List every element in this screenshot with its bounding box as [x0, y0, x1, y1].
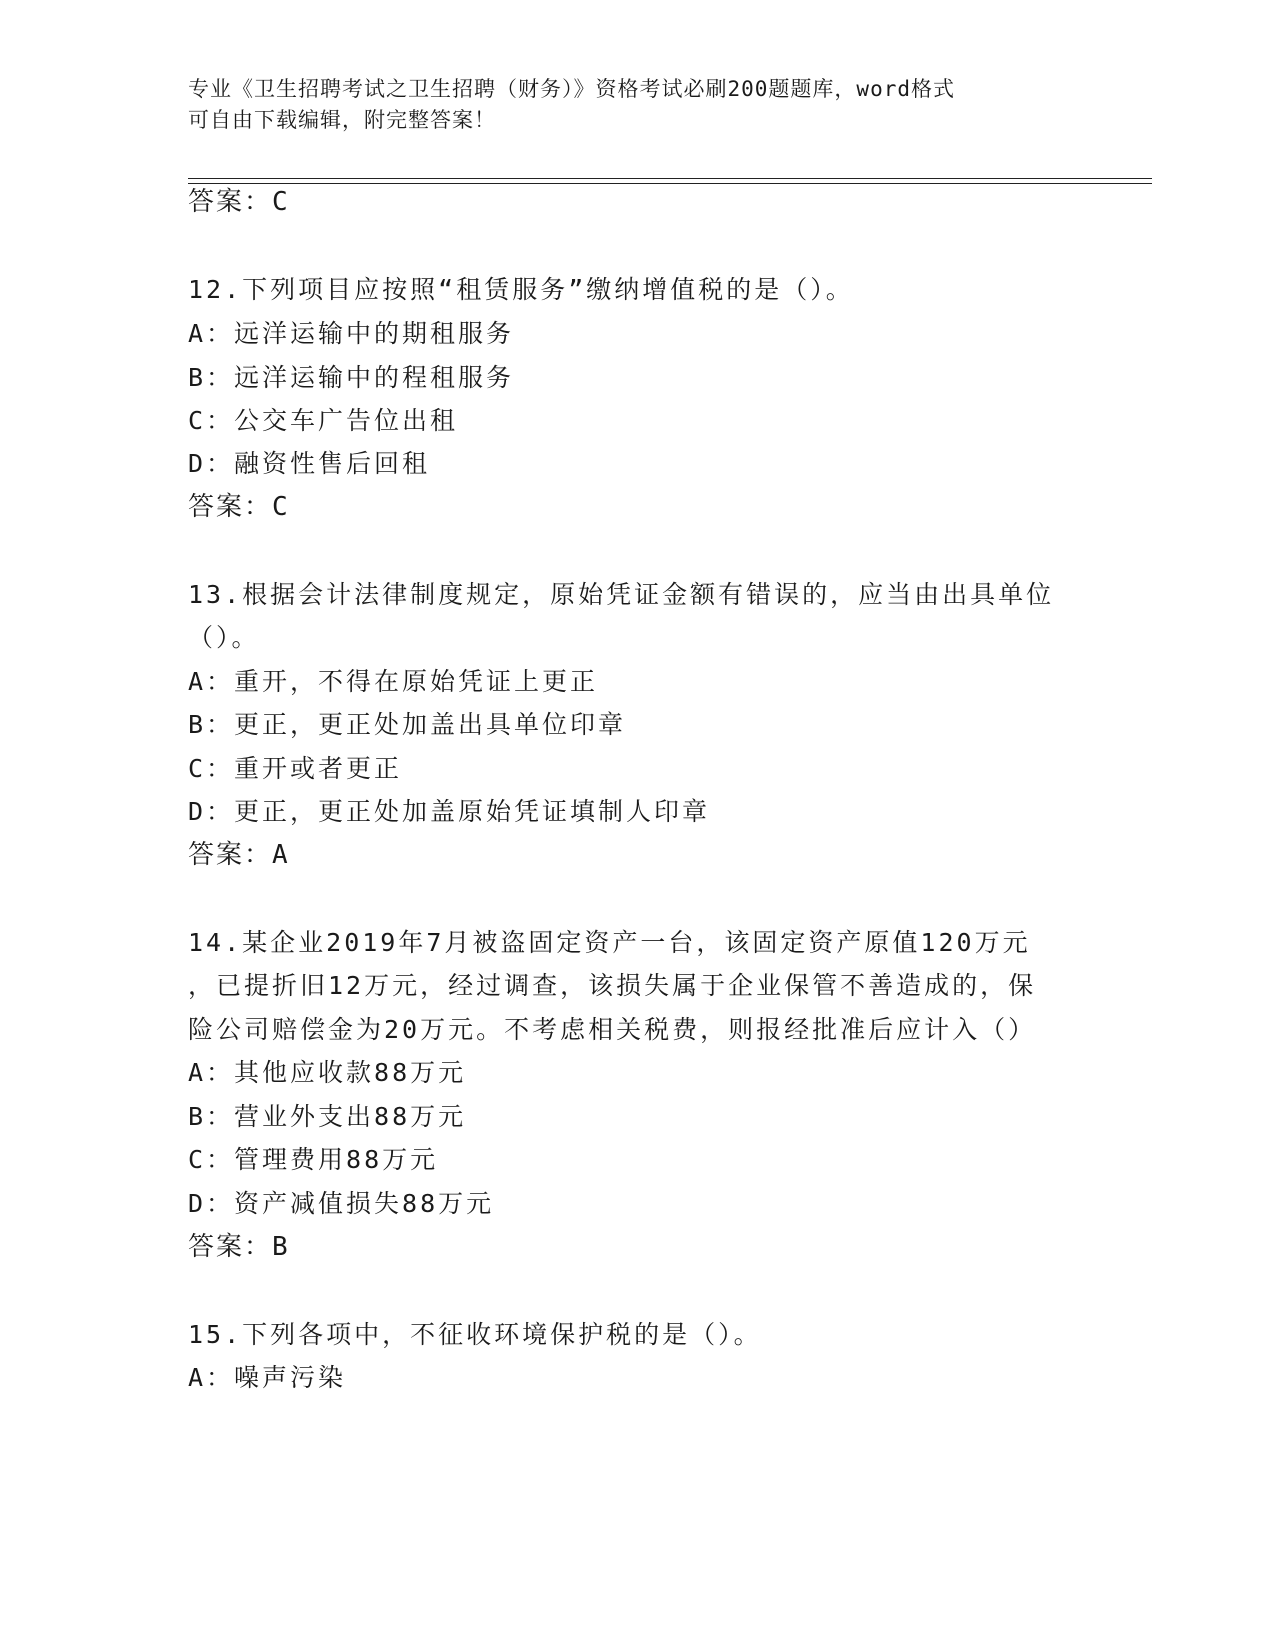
header-divider-top — [188, 178, 1152, 179]
answer-label: 答案： — [188, 492, 273, 522]
answer-value: B — [272, 1232, 288, 1262]
question-12-option-c: C：公交车广告位出租 — [188, 406, 459, 435]
question-13-stem-line-2: （）。 — [188, 623, 260, 652]
question-14-stem-line-3: 险公司赔偿金为20万元。不考虑相关税费，则报经批准后应计入（） — [188, 1015, 1037, 1044]
header-line-1: 专业《卫生招聘考试之卫生招聘（财务）》资格考试必刷200题题库，word格式 — [188, 77, 955, 101]
header-divider-bottom — [188, 183, 1152, 184]
question-14-option-b: B：营业外支出88万元 — [188, 1102, 467, 1131]
question-13-stem-line-1: 13.根据会计法律制度规定，原始凭证金额有错误的，应当由出具单位 — [188, 580, 1055, 609]
answer-value: C — [272, 187, 288, 217]
question-15-stem: 15.下列各项中，不征收环境保护税的是（）。 — [188, 1320, 762, 1349]
question-15-option-a: A：噪声污染 — [188, 1363, 347, 1392]
answer-label: 答案： — [188, 840, 273, 870]
question-12-option-b: B：远洋运输中的程租服务 — [188, 363, 515, 392]
question-14-option-a: A：其他应收款88万元 — [188, 1058, 467, 1087]
answer-label: 答案： — [188, 1232, 273, 1262]
question-14-option-c: C：管理费用88万元 — [188, 1145, 439, 1174]
question-14-stem-line-1: 14.某企业2019年7月被盗固定资产一台，该固定资产原值120万元 — [188, 928, 1031, 957]
answer-value: A — [272, 840, 288, 870]
answer-value: C — [272, 492, 288, 522]
question-13-option-d: D：更正，更正处加盖原始凭证填制人印章 — [188, 797, 711, 826]
header-line-2: 可自由下载编辑，附完整答案！ — [188, 108, 496, 132]
question-12-option-d: D：融资性售后回租 — [188, 449, 431, 478]
question-13-answer — [188, 838, 288, 872]
question-14-stem-line-2: ，已提折旧12万元，经过调查，该损失属于企业保管不善造成的，保 — [188, 971, 1037, 1000]
question-14-answer — [188, 1230, 288, 1264]
question-12-stem: 12.下列项目应按照“租赁服务”缴纳增值税的是（）。 — [188, 275, 854, 304]
prev-answer — [188, 185, 288, 219]
question-12-answer — [188, 490, 288, 524]
document-header — [188, 74, 1068, 136]
answer-label: 答案： — [188, 187, 273, 217]
question-13-option-b: B：更正，更正处加盖出具单位印章 — [188, 710, 627, 739]
question-14-option-d: D：资产减值损失88万元 — [188, 1189, 495, 1218]
question-13-option-c: C：重开或者更正 — [188, 754, 403, 783]
question-13-option-a: A：重开，不得在原始凭证上更正 — [188, 667, 599, 696]
question-12-option-a: A：远洋运输中的期租服务 — [188, 319, 515, 348]
